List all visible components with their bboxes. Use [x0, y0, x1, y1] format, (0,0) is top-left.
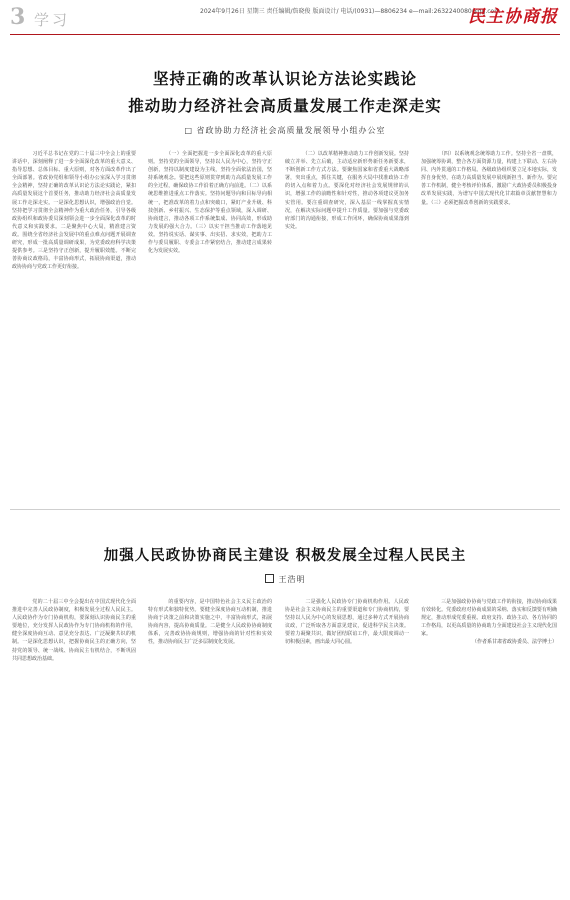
article1-byline: □ 省政协助力经济社会高质量发展领导小组办公室	[184, 126, 386, 135]
article1-col3-text: （二）以改革精神推动助力工作创新发展。坚持破立并举、先立后破，主动适应新形势新任务新要求，不断创新工作方式方法。要聚焦国家和省委重大战略部署，突出重点，抓住关键，在服务大局中找准政协工作的切入点和着力点。要深化对经济社会发展规律的认识，增强工作的前瞻性和针对性，推动各项建议更加务实管用。要注重调查研究，深入基层一线掌握真实情况，在解决实际问题中提升工作质量。要加强与党委政府部门的沟通衔接，形成工作闭环，确保协商成果落到实处。	[285, 151, 409, 230]
article2-col3-text: 二是强化人民政协专门协商机构作用。人民政协是社会主义协商民主的重要渠道和专门协商机构，要坚持以人民为中心的发展思想，通过多种方式开展协商议政，广泛听取各方面意见建议，促进科学民主决策。要着力凝聚共识，做好团结联谊工作，最大限度调动一切积极因素，画出最大同心圆。	[285, 599, 409, 646]
article2-column-2	[148, 598, 272, 886]
article1-column-1	[12, 150, 136, 502]
article2-column-4	[421, 598, 557, 886]
article1-column-4	[421, 150, 557, 502]
article2-col2-text: 的重要内容，是中国特色社会主义民主政治的特有形式和独特优势。要健全深度协商互动机制，推进协商于决策之前和决策实施之中，丰富协商形式，拓展协商内容，提高协商质量。二是健全人民政协协商制度体系，完善政协协商规则，增强协商的针对性和实效性，推动协商民主广泛多层制度化发展。	[148, 599, 272, 646]
masthead-rule	[10, 34, 560, 35]
article1-col1-text: 习近平总书记在党的二十届三中全会上的重要讲话中，深刻阐释了进一步全面深化改革的重大意义、指导思想、总体目标、重大原则，对各方面改革作出了全面部署。省政协党组和领导小组办公室深入学习贯彻全会精神，坚持正确的改革认识论方法论实践论，紧扣高质量发展这个首要任务，推动助力经济社会高质量发展工作走深走实。一是深化思想认识，增强政治自觉。坚持把学习贯彻全会精神作为重大政治任务，引导各级政协组织和政协委员深刻领会进一步全面深化改革的时代意义和实践要求。二是聚焦中心大局，精准建言资政。围绕全省经济社会发展中的重点难点问题开展调查研究，形成一批高质量调研成果，为党委政府科学决策提供参考。三是坚持守正创新，提升履职效能。不断完善协商议政格局，丰富协商形式，拓展协商渠道，推动政协协商与党政工作更好衔接。	[12, 151, 136, 271]
section-name: 学习	[34, 11, 71, 29]
article2-byline	[0, 574, 570, 585]
article2-column-1	[12, 598, 136, 886]
page-number: 3	[10, 4, 26, 30]
masthead	[0, 0, 570, 34]
article1-col4-text: （四）以系统观念统筹助力工作。坚持全省一盘棋，加强统筹协调，整合各方面资源力量，构建上下联动、左右协同、内外贯通的工作格局。各级政协组织要立足本地实际，发挥自身优势，在助力高质量发展中展现新担当、新作为。要完善工作机制，健全考核评价体系，激励广大政协委员积极投身改革发展实践，为谱写中国式现代化甘肃篇章贡献智慧和力量。（三）必须把握改革创新的实践要求。	[421, 151, 557, 206]
article2-col4-text: 三是加强政协协商与党政工作的衔接，推动协商成果有效转化。党委政府对协商成果的采纳、落实和反馈要有明确规定，推动形成党委重视、政府支持、政协主动、各方协同的工作格局，以更高质量的协商助力全面建设社会主义现代化国家。	[421, 599, 557, 638]
article2-title: 加强人民政协协商民主建设 积极发展全过程人民民主	[103, 548, 467, 564]
article1-title-line2: 推动助力经济社会高质量发展工作走深走实	[128, 97, 442, 115]
article1-column-2	[148, 150, 272, 502]
article1-col2-text: （一）全面把握进一步全面深化改革的重大原则。坚持党的全面领导，坚持以人民为中心，坚持守正创新，坚持以制度建设为主线，坚持全面依法治国，坚持系统观念。要把这些原则贯穿到助力高质量发展工作的全过程，确保政协工作沿着正确方向前进。（二）以系统思维推进重点工作落实。坚持问题导向和目标导向相统一，把准改革的着力点和突破口，紧盯产业升级、科技创新、乡村振兴、生态保护等重点领域，深入调研、协商建言，推动各项工作系统集成、协同高效，形成助力发展的强大合力。（三）以实干担当推动工作落地见效。坚持说实话、谋实事、出实招、求实效，把助力工作与委员履职、专委会工作紧密结合，推动建言成果转化为发展实效。	[148, 151, 272, 255]
article2-column-3	[285, 598, 409, 886]
author-note: （作者系甘肃省政协委员、法学博士）	[471, 639, 557, 646]
byline-box-icon	[265, 574, 274, 583]
article-divider	[10, 509, 560, 510]
newspaper-name: 民主协商报	[468, 7, 558, 27]
article2-col1-text: 党的二十届三中全会提出在中国式现代化全面推进中完善人民政协制度，积极发展全过程人民民主。人民政协作为专门协商机构，要深刻认识协商民主的重要地位，充分发挥人民政协作为专门协商机构的作用，健全深度协商互动、意见充分表达、广泛凝聚共识的机制。一是深化思想认识，把握协商民主的正确方向，坚持党的领导、统一战线、协商民主有机结合，不断巩固共同思想政治基础。	[12, 599, 136, 662]
article1-column-3	[285, 150, 409, 502]
masthead-meta: 2024年9月26日 星期三 责任编辑/詹晓俊 版面设计/ 电话/(0931)—8806234 e—mail:2632240080@qq.com	[200, 8, 501, 15]
article1-title-line1: 坚持正确的改革认识论方法论实践论	[152, 70, 417, 88]
article2-author: 王浩明	[278, 575, 306, 584]
